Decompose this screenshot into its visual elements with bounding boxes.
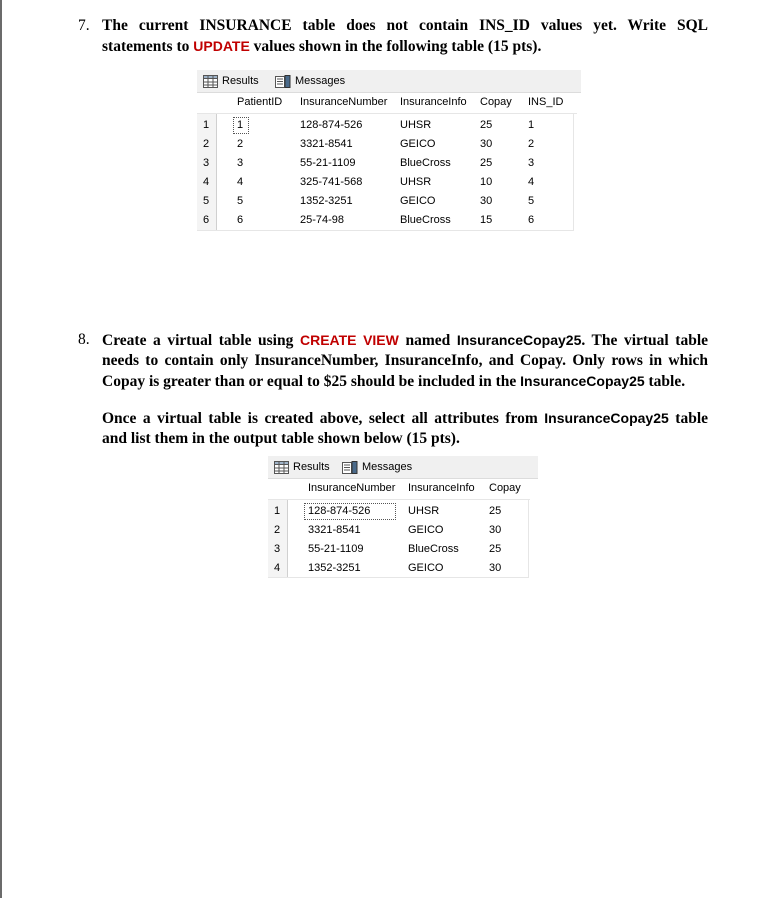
cell-insurancenumber[interactable]: 1352-3251 [308, 562, 361, 574]
column-header-patientid[interactable]: PatientID [237, 96, 283, 108]
question-7 [78, 16, 708, 57]
results-tab-2[interactable] [274, 459, 330, 475]
question-7-text-a: The current INSURANCE table does not contain INS_ID values yet. Write SQL [102, 17, 708, 34]
cell-patientid[interactable]: 6 [237, 214, 244, 226]
row-number[interactable]: 6 [202, 214, 210, 226]
cell-copay[interactable]: 30 [480, 195, 493, 207]
cell-patientid[interactable]: 1 [237, 119, 244, 131]
column-header-insurancenumber[interactable]: InsuranceNumber [300, 96, 388, 108]
cell-insuranceinfo[interactable]: BlueCross [400, 157, 451, 169]
results-tab[interactable] [203, 73, 259, 89]
cell-insurancenumber[interactable]: 3321-8541 [300, 138, 353, 150]
question-7-keyword: UPDATE [193, 38, 250, 54]
row-number[interactable]: 1 [273, 505, 281, 517]
messages-tab[interactable] [275, 73, 345, 89]
cell-insurancenumber[interactable]: 55-21-1109 [308, 543, 364, 555]
question-8-view-name: InsuranceCopay25 [456, 332, 582, 348]
cell-copay[interactable]: 30 [489, 562, 502, 574]
column-header-ins-id[interactable]: INS_ID [528, 96, 564, 108]
question-8-text-e: Copay is greater than or equal to $25 should be included in the [102, 373, 517, 390]
cell-insuranceinfo[interactable]: UHSR [408, 505, 440, 517]
cell-copay[interactable]: 25 [489, 543, 502, 555]
cell-patientid[interactable]: 3 [237, 157, 244, 169]
cell-insurancenumber[interactable]: 55-21-1109 [300, 157, 356, 169]
question-8-text-d: needs to contain only InsuranceNumber, InsuranceInfo, and Copay. Only rows in which [102, 352, 708, 369]
results-tab-label: Results [222, 75, 259, 87]
cell-insurancenumber[interactable]: 128-874-526 [300, 119, 363, 131]
messages-icon [275, 75, 291, 88]
page-left-border [0, 0, 2, 898]
question-7-number: 7. [78, 17, 90, 34]
cell-insurancenumber[interactable]: 1352-3251 [300, 195, 353, 207]
column-header-copay[interactable]: Copay [480, 96, 512, 108]
question-8-text-f: table. [648, 373, 686, 390]
row-number[interactable]: 3 [202, 157, 210, 169]
cell-copay[interactable]: 15 [480, 214, 493, 226]
question-7-text-b: statements to [102, 38, 190, 55]
cell-ins-id[interactable]: 2 [528, 138, 535, 150]
grid-icon [274, 461, 289, 474]
row-number[interactable]: 5 [202, 195, 210, 207]
question-8-number: 8. [78, 331, 90, 348]
cell-insurancenumber[interactable]: 3321-8541 [308, 524, 361, 536]
cell-insuranceinfo[interactable]: GEICO [400, 138, 436, 150]
column-header-insurancenumber[interactable]: InsuranceNumber [308, 482, 396, 494]
question-8-text-b: named [405, 332, 451, 349]
cell-insuranceinfo[interactable]: GEICO [400, 195, 436, 207]
question-8-view-name-2: InsuranceCopay25 [520, 373, 645, 389]
cell-ins-id[interactable]: 1 [528, 119, 535, 131]
row-number[interactable]: 3 [273, 543, 281, 555]
cell-insuranceinfo[interactable]: UHSR [400, 176, 432, 188]
cell-copay[interactable]: 30 [480, 138, 493, 150]
question-8 [78, 330, 708, 449]
cell-insuranceinfo[interactable]: BlueCross [400, 214, 451, 226]
question-8-view-name-3: InsuranceCopay25 [544, 410, 669, 426]
question-8-text-i: and list them in the output table shown below (15 pts). [102, 430, 460, 447]
cell-copay[interactable]: 10 [480, 176, 493, 188]
results-tabbar-2 [268, 456, 538, 479]
cell-insurancenumber[interactable]: 325-741-568 [300, 176, 363, 188]
messages-tab-label: Messages [295, 75, 346, 87]
row-number[interactable]: 2 [273, 524, 281, 536]
row-number[interactable]: 1 [202, 119, 210, 131]
cell-ins-id[interactable]: 5 [528, 195, 535, 207]
cell-copay[interactable]: 25 [480, 157, 493, 169]
results-grid-insurance [197, 70, 581, 232]
cell-patientid[interactable]: 4 [237, 176, 244, 188]
cell-insuranceinfo[interactable]: BlueCross [408, 543, 459, 555]
cell-copay[interactable]: 30 [489, 524, 502, 536]
results-grid-view [268, 456, 538, 580]
cell-copay[interactable]: 25 [489, 505, 502, 517]
cell-ins-id[interactable]: 3 [528, 157, 535, 169]
question-8-keyword: CREATE VIEW [299, 332, 399, 348]
cell-insuranceinfo[interactable]: UHSR [400, 119, 432, 131]
column-header-insuranceinfo[interactable]: InsuranceInfo [408, 482, 475, 494]
column-header-copay[interactable]: Copay [489, 482, 521, 494]
row-number[interactable]: 4 [202, 176, 210, 188]
row-number[interactable]: 4 [273, 562, 281, 574]
cell-insurancenumber[interactable]: 128-874-526 [308, 505, 371, 517]
selected-cell-outline [304, 503, 396, 520]
question-7-text-c: values shown in the following table (15 pts). [253, 38, 542, 55]
messages-tab-2[interactable] [342, 459, 412, 475]
results-tabbar [197, 70, 581, 93]
cell-patientid[interactable]: 5 [237, 195, 244, 207]
cell-ins-id[interactable]: 4 [528, 176, 535, 188]
grid-icon [203, 75, 218, 88]
question-8-text-c: . The virtual table [581, 332, 709, 349]
question-8-text-a: Create a virtual table using [102, 332, 294, 349]
results-tab-label-2: Results [293, 461, 330, 473]
cell-insurancenumber[interactable]: 25-74-98 [300, 214, 345, 226]
question-8-text-g: Once a virtual table is created above, select all attributes from [102, 410, 538, 427]
cell-insuranceinfo[interactable]: GEICO [408, 524, 444, 536]
cell-patientid[interactable]: 2 [237, 138, 244, 150]
row-number[interactable]: 2 [202, 138, 210, 150]
column-header-insuranceinfo[interactable]: InsuranceInfo [400, 96, 467, 108]
messages-tab-label-2: Messages [362, 461, 413, 473]
question-8-text-h: table [675, 410, 709, 427]
cell-copay[interactable]: 25 [480, 119, 493, 131]
selected-cell-outline [233, 117, 249, 134]
cell-insuranceinfo[interactable]: GEICO [408, 562, 444, 574]
messages-icon [342, 461, 358, 474]
cell-ins-id[interactable]: 6 [528, 214, 535, 226]
